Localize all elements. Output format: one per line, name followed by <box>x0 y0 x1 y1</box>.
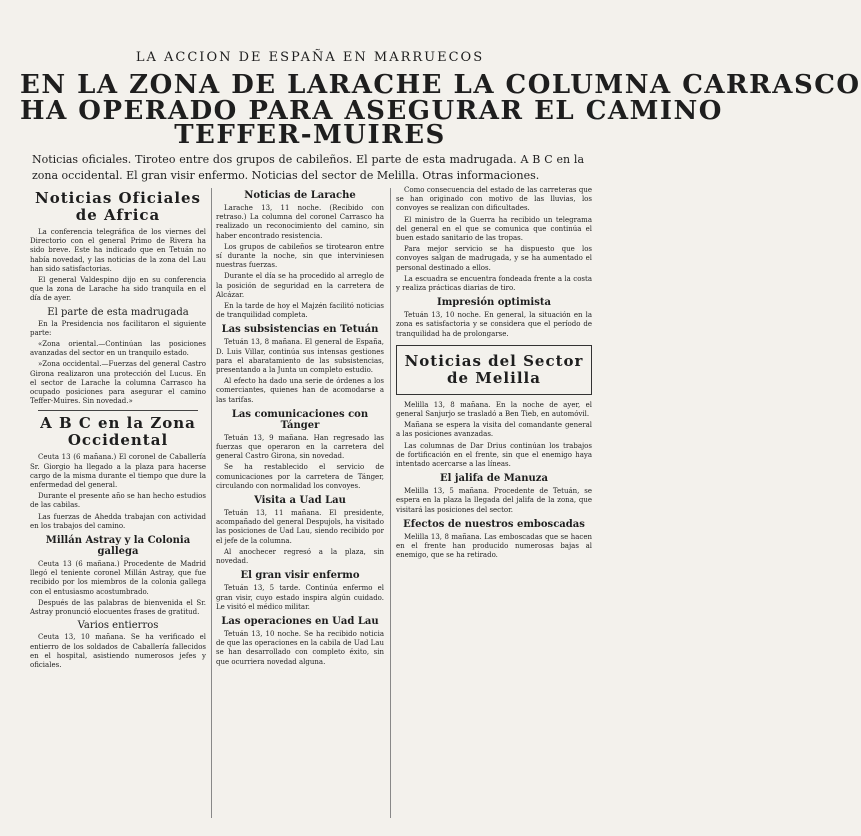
headline-line-3: TEFFER-MUIRES <box>174 120 446 150</box>
col2-subhead: Las subsistencias en Tetuán <box>221 324 379 336</box>
column-2 <box>216 186 384 669</box>
col1-subhead: Millán Astray y la Colonia gallega <box>45 535 191 558</box>
col3-paragraph: Tetuán 13, 10 noche. En general, la situación en la zona es satisfactoria y se considera que el período de tranquilidad ha de prolongarse. <box>396 311 592 338</box>
col3-paragraph: Melilla 13, 8 mañana. En la noche de ayer, el general Sanjurjo se trasladó a Ben Tieb, en automóvil. <box>396 400 592 419</box>
column-1 <box>30 186 206 672</box>
col1-paragraph: Ceuta 13, 10 mañana. Se ha verificado el entierro de los soldados de Caballería fallecidos en el hospital, asistiendo numerosos jefes y oficiales. <box>30 633 206 669</box>
melilla-section-box <box>396 345 592 395</box>
col3-paragraph: Melilla 13, 5 mañana. Procedente de Tetuán, se espera en la plaza la llegada del jalifa de la zona, que visitará las posiciones del sector. <box>396 487 592 514</box>
col2-paragraph: Tetuán 13, 11 mañana. El presidente, acompañado del general Despujols, ha visitado las posiciones de Uad Lau, siendo recibido por el jefe de la columna. <box>216 509 384 545</box>
col1-section-title: Noticias Oficiales de Africa <box>34 189 201 224</box>
col2-subhead: Las comunicaciones con Tánger <box>231 408 369 431</box>
column-divider-2 <box>390 188 391 818</box>
col1-paragraph: «Zona oriental.—Continúan las posiciones avanzadas del sector en un tranquilo estado. <box>30 340 206 358</box>
col2-paragraph: Al anochecer regresó a la plaza, sin novedad. <box>216 547 384 566</box>
headline-line-1: EN LA ZONA DE LARACHE LA COLUMNA CARRASCO <box>20 70 861 100</box>
col1-paragraph: En la Presidencia nos facilitaron el siguiente parte: <box>30 319 206 337</box>
col3-subhead: Impresión optimista <box>437 297 551 309</box>
col2-paragraph: En la tarde de hoy el Majzén facilitó noticias de tranquilidad completa. <box>216 302 384 320</box>
col3-paragraph: Mañana se espera la visita del comandante general a las posiciones avanzadas. <box>396 421 592 439</box>
col2-paragraph: Los grupos de cabileños se tirotearon entre sí durante la noche, sin que interviniesen nuestras fuerzas. <box>216 242 384 270</box>
col1-subhead: Varios entierros <box>77 620 159 632</box>
col1-paragraph: Después de las palabras de bienvenida el Sr. Astray pronunció elocuentes frases de gratitud. <box>30 598 206 617</box>
col3-paragraph: Melilla 13, 8 mañana. Las emboscadas que se hacen en el frente han producido numerosas bajas al enemigo, que se ha retirado. <box>396 532 592 560</box>
col2-paragraph: Durante el día se ha procedido al arreglo de la posición de seguridad en la carretera de Alcázar. <box>216 272 384 299</box>
col2-subhead: Las operaciones en Uad Lau <box>221 615 379 627</box>
headline-line-2: HA OPERADO PARA ASEGURAR EL CAMINO <box>20 96 723 126</box>
col1-abc-title: A B C en la Zona Occidental <box>40 414 196 450</box>
col2-subhead: Visita a Uad Lau <box>254 495 346 507</box>
col3-subhead: Efectos de nuestros emboscadas <box>403 518 585 530</box>
col2-section-title: Noticias de Larache <box>244 190 356 201</box>
col2-paragraph: Se ha restablecido el servicio de comunicaciones por la carretera de Tánger, circulando con normalidad los convoyes. <box>216 463 384 490</box>
col3-melilla-title: Noticias del Sector de Melilla <box>404 351 584 387</box>
col1-paragraph: Las fuerzas de Ahedda trabajan con actividad en los trabajos del camino. <box>30 512 206 530</box>
column-3 <box>396 186 592 562</box>
col1-paragraph: Durante el presente año se han hecho estudios de las cabilas. <box>30 492 206 510</box>
kicker-headline: LA ACCION DE ESPAÑA EN MARRUECOS <box>135 50 485 65</box>
col1-subhead: El parte de esta madrugada <box>47 306 189 318</box>
col2-paragraph: Tetuán 13, 5 tarde. Continúa enfermo el gran visir, cuyo estado inspira algún cuidado. Le visitó el médico militar. <box>216 584 384 611</box>
col1-paragraph: »Zona occidental.—Fuerzas del general Castro Girona realizaron una protección del Lucus. En el sector de Larache la columna Carrasco ha ocupado posiciones para asegurar el camino Teffer-Muires. Sin novedad.» <box>30 360 206 406</box>
col2-paragraph: Tetuán 13, 8 mañana. El general de España, D. Luis Villar, continúa sus intensas gestiones para el abaratamiento de las subsistencias, presentando a la Junta un completo estudio. <box>216 338 384 375</box>
col2-paragraph: Larache 13, 11 noche. (Recibido con retraso.) La columna del coronel Carrasco ha realizado un reconocimiento del camino, sin haber encontrado resistencia. <box>216 204 384 240</box>
col2-paragraph: Al efecto ha dado una serie de órdenes a los comerciantes, quienes han de acomodarse a las tarifas. <box>216 377 384 404</box>
col3-paragraph: Como consecuencia del estado de las carreteras que se han originado con motivo de las lluvias, los convoyes se realizan con dificultades. <box>396 186 592 213</box>
col3-paragraph: El ministro de la Guerra ha recibido un telegrama del general en el que se comunica que continúa el buen estado sanitario de las tropas. <box>396 215 592 243</box>
column-divider-1 <box>211 188 212 818</box>
col3-paragraph: Para mejor servicio se ha dispuesto que los convoyes salgan de madrugada, y se ha aumentado el personal destinado a ellos. <box>396 245 592 272</box>
col2-subhead: El gran visir enfermo <box>240 570 360 582</box>
col2-paragraph: Tetuán 13, 10 noche. Se ha recibido noticia de que las operaciones en la cabila de Uad Lau se han desarrollado con completo éxito, sin que ocurriera novedad alguna. <box>216 629 384 666</box>
summary-deck: Noticias oficiales. Tiroteo entre dos grupos de cabileños. El parte de esta madrugada. A B C en la zona occidental. El gran visir enfermo. Noticias del sector de Melilla. Otras informaciones. <box>32 153 584 182</box>
col1-paragraph: Ceuta 13 (6 mañana.) Procedente de Madrid llegó el teniente coronel Millán Astray, que fue recibido por los miembros de la colonia gallega con el entusiasmo acostumbrado. <box>30 560 206 596</box>
col1-paragraph: Ceuta 13 (6 mañana.) El coronel de Caballería Sr. Giorgio ha llegado a la plaza para hacerse cargo de la misma durante el tiempo que dure la enfermedad del general. <box>30 453 206 490</box>
col2-paragraph: Tetuán 13, 9 mañana. Han regresado las fuerzas que operaron en la carretera del general Castro Girona, sin novedad. <box>216 433 384 461</box>
col1-paragraph: El general Valdespino dijo en su conferencia que la zona de Larache ha sido tranquila en el día de ayer. <box>30 276 206 303</box>
col3-paragraph: Las columnas de Dar Drius continúan los trabajos de fortificación en el frente, sin que el enemigo haya intentado acercarse a las líneas. <box>396 441 592 469</box>
col1-paragraph: La conferencia telegráfica de los viernes del Directorio con el general Primo de Rivera ha sido breve. Este ha indicado que en Tetuán no había novedad, y las noticias de la zona del Lau han sido satisfactorias. <box>30 228 206 273</box>
col3-subhead: El jalifa de Manuza <box>440 473 548 485</box>
col3-paragraph: La escuadra se encuentra fondeada frente a la costa y realiza prácticas diarias de tiro. <box>396 274 592 293</box>
divider <box>38 410 198 411</box>
